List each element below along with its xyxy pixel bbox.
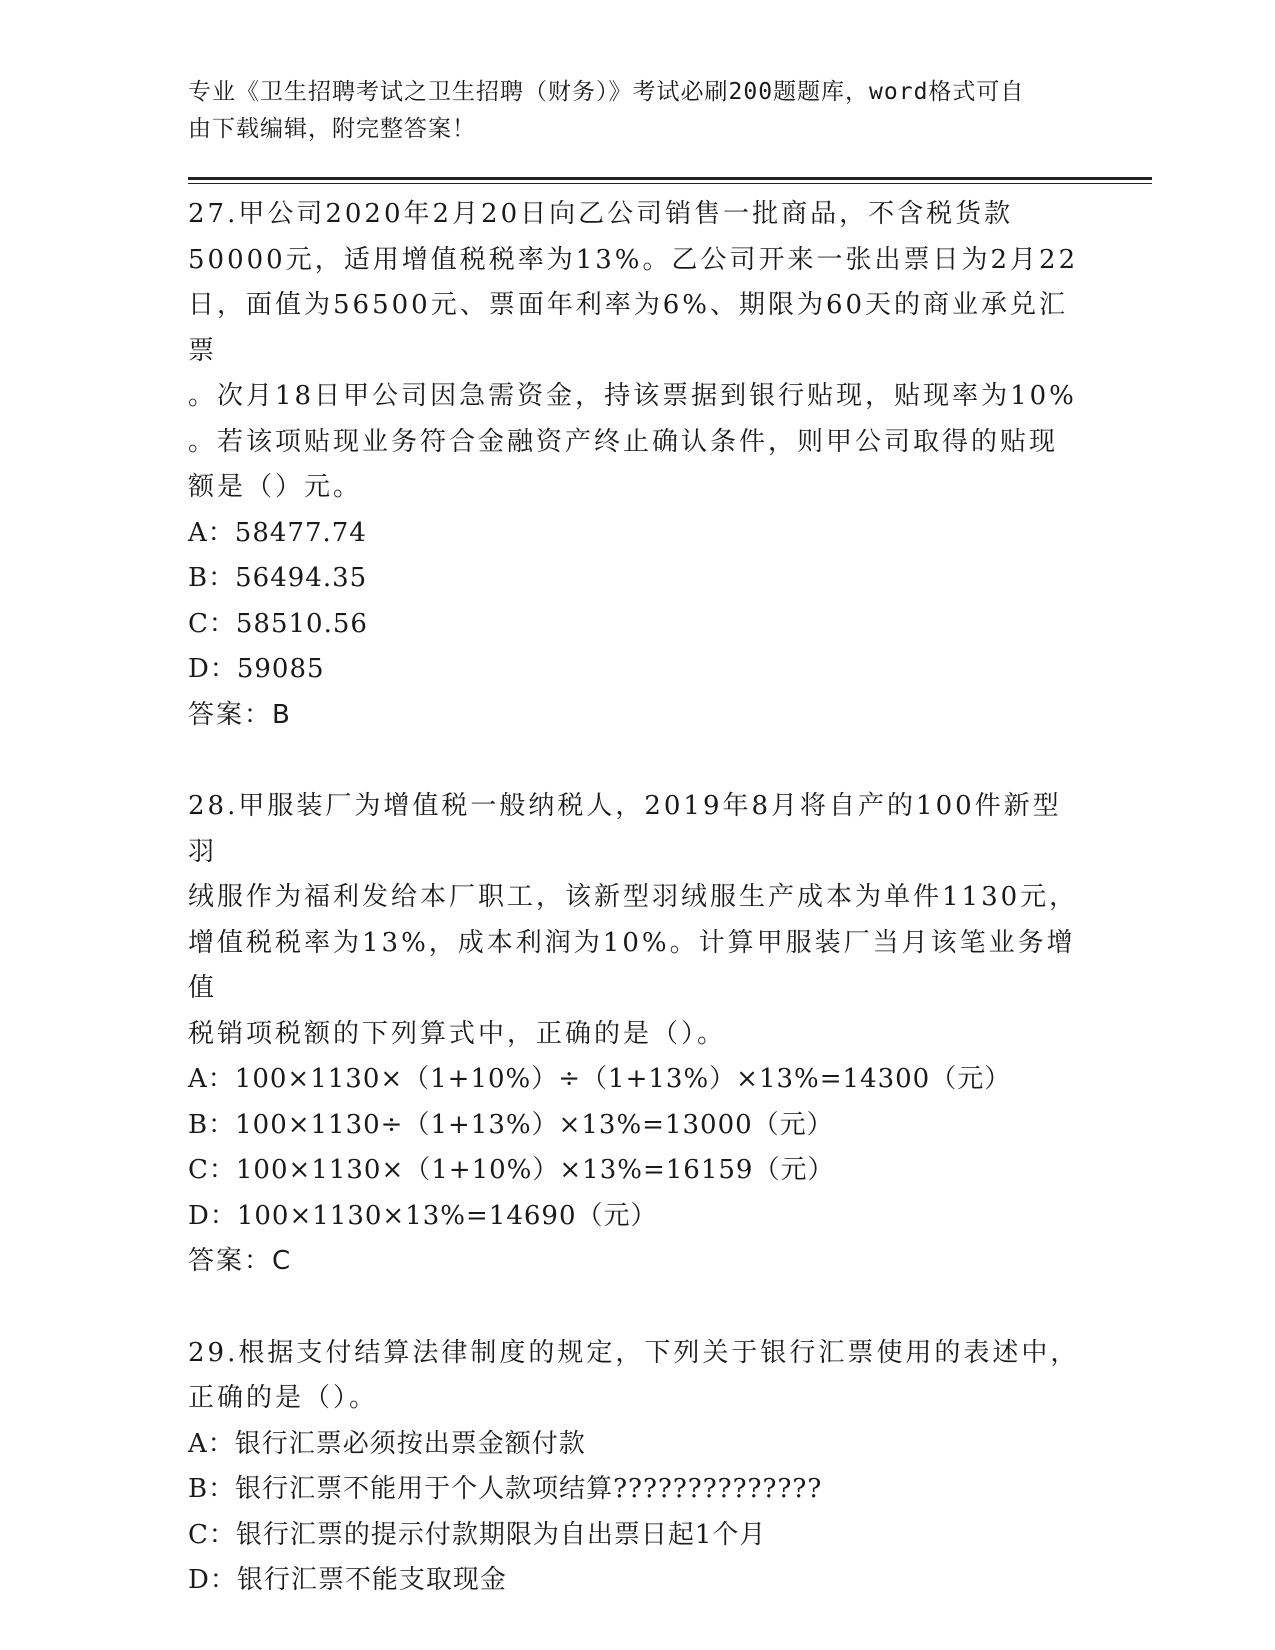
- option-a: A：银行汇票必须按出票金额付款: [188, 1428, 586, 1459]
- option-b: B：银行汇票不能用于个人款项结算??????????????: [188, 1474, 823, 1504]
- option-c: C：100×1130×（1+10%）×13%=16159（元）: [188, 1155, 835, 1185]
- question-stem-line: 50000元，适用增值税税率为13%。乙公司开来一张出票日为2月22: [188, 244, 1079, 275]
- question-stem-line: 29.根据支付结算法律制度的规定，下列关于银行汇票使用的表述中，: [188, 1337, 1080, 1368]
- question-list: [188, 192, 1088, 1650]
- question-stem-line: 绒服作为福利发给本厂职工，该新型羽绒服生产成本为单件1130元，: [188, 882, 1079, 912]
- header-divider-thin: [188, 183, 1152, 184]
- document-header: [188, 74, 1068, 148]
- option-a: A：58477.74: [188, 517, 367, 548]
- question-stem-line: 日，面值为56500元、票面年利率为6%、期限为60天的商业承兑汇票: [188, 290, 1069, 366]
- option-d: D：59085: [188, 654, 325, 684]
- question-stem-line: 额是（）元。: [188, 472, 363, 502]
- option-b: B：56494.35: [188, 563, 368, 593]
- question-stem-line: 。次月18日甲公司因急需资金，持该票据到银行贴现，贴现率为10%: [188, 381, 1077, 411]
- option-a: A：100×1130×（1+10%）÷（1+13%）×13%=14300（元）: [188, 1064, 1012, 1094]
- question-stem-line: 正确的是（）。: [188, 1383, 379, 1413]
- question-29: [188, 1331, 1088, 1604]
- option-d: D：100×1130×13%=14690（元）: [188, 1200, 658, 1231]
- question-stem-line: 税销项税额的下列算式中，正确的是（）。: [188, 1018, 727, 1049]
- question-stem-line: 。若该项贴现业务符合金融资产终止确认条件，则甲公司取得的贴现: [188, 426, 1059, 457]
- question-stem-line: 增值税税率为13%，成本利润为10%。计算甲服装厂当月该笔业务增值: [188, 927, 1076, 1003]
- header-line-2: 由下载编辑，附完整答案！: [188, 116, 476, 142]
- header-line-1: 专业《卫生招聘考试之卫生招聘（财务）》考试必刷200题题库，word格式可自: [188, 79, 1025, 105]
- header-divider-thick: [188, 177, 1152, 180]
- option-c: C：58510.56: [188, 608, 368, 639]
- answer: 答案：C: [188, 1246, 293, 1276]
- option-b: B：100×1130÷（1+13%）×13%=13000（元）: [188, 1109, 834, 1140]
- answer: 答案：B: [188, 699, 292, 730]
- question-stem-line: 27.甲公司2020年2月20日向乙公司销售一批商品，不含税货款: [188, 199, 1014, 229]
- option-c: C：银行汇票的提示付款期限为自出票日起1个月: [188, 1519, 767, 1550]
- question-28: [188, 784, 1088, 1285]
- option-d: D：银行汇票不能支取现金: [188, 1565, 507, 1595]
- question-27: [188, 192, 1088, 738]
- question-stem-line: 28.甲服装厂为增值税一般纳税人，2019年8月将自产的100件新型羽: [188, 791, 1062, 867]
